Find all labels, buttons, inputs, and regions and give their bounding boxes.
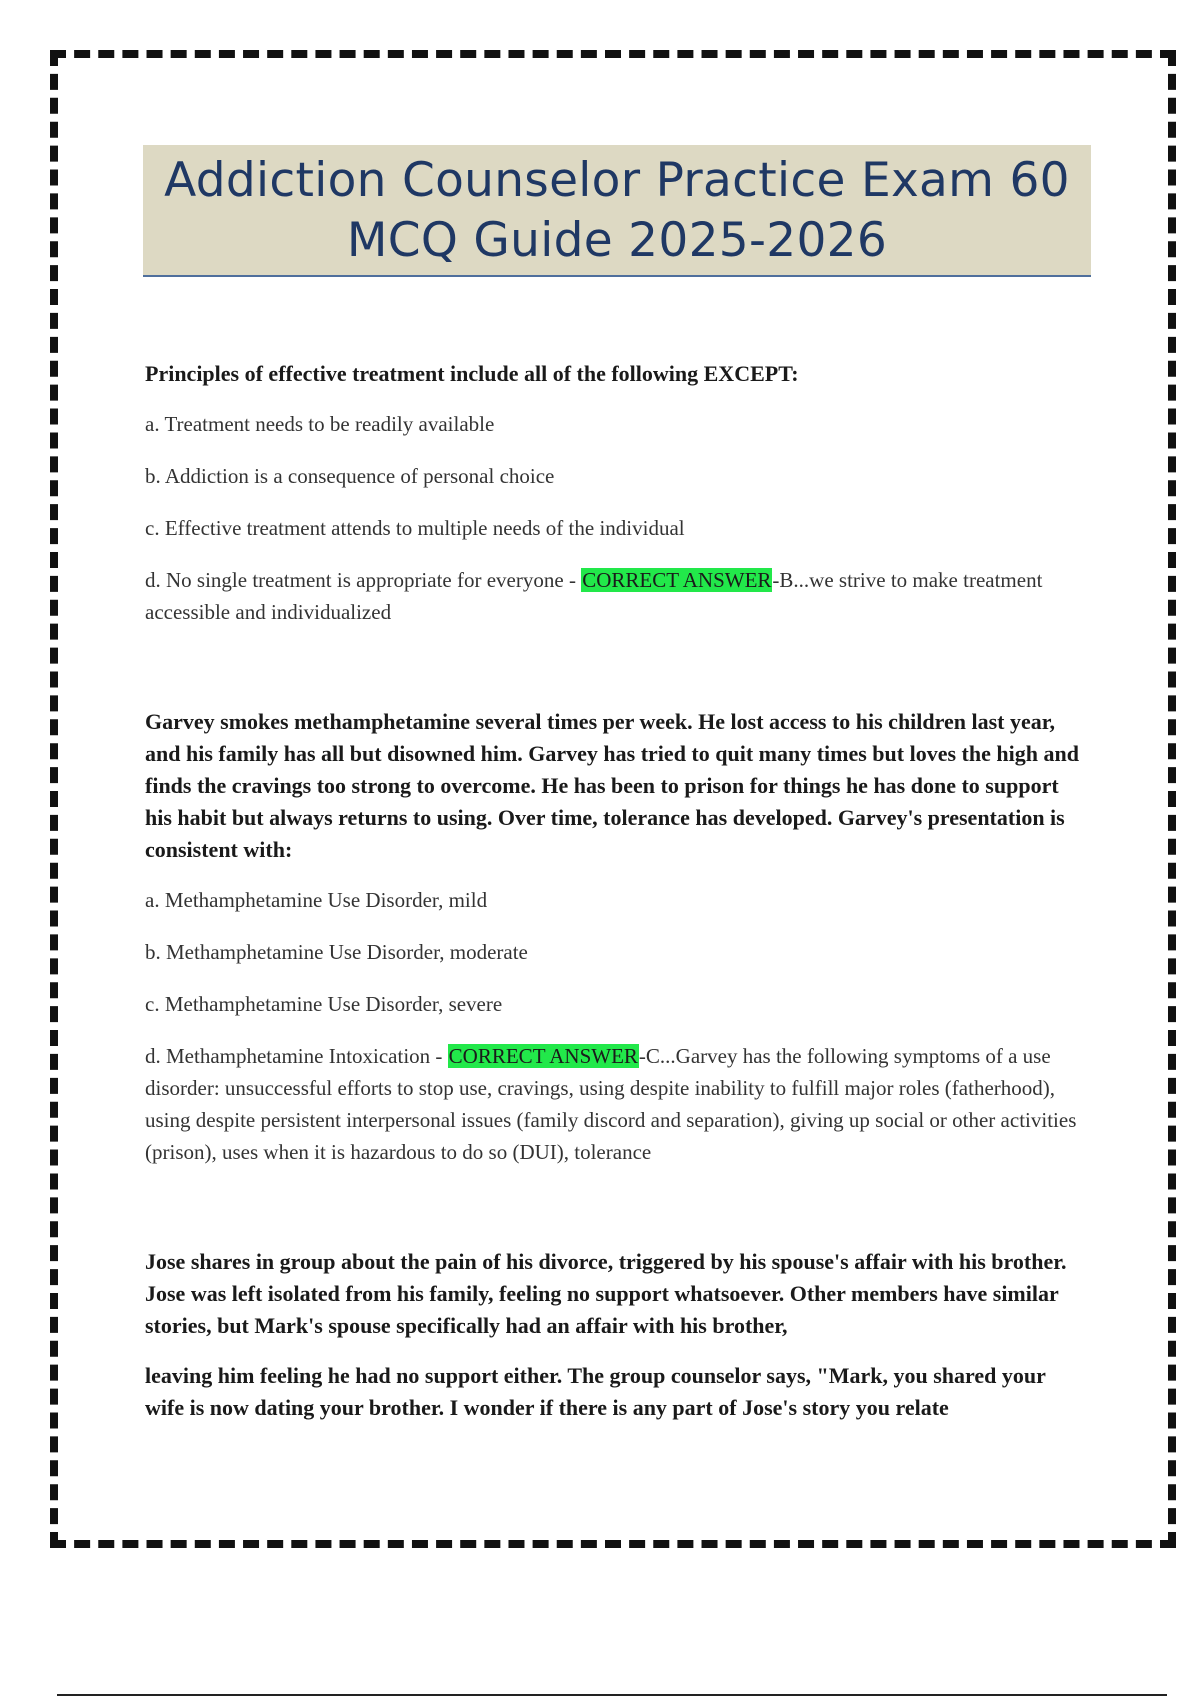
question-2 — [145, 706, 1090, 1168]
question-stem: Garvey smokes methamphetamine several times per week. He lost access to his children last year, and his family has all but disowned him. Garvey has tried to quit many times but loves the high and finds the cravings too strong to overcome. He has been to prison for things he has done to support his habit but always returns to using. Over time, tolerance has developed. Garvey's presentation is consistent with: — [145, 709, 1079, 862]
option-b: b. Methamphetamine Use Disorder, moderate — [145, 940, 528, 964]
question-3 — [145, 1246, 1090, 1424]
option-a: a. Methamphetamine Use Disorder, mild — [145, 888, 488, 912]
document-body — [145, 358, 1090, 1442]
question-stem: Principles of effective treatment include all of the following EXCEPT: — [145, 361, 799, 386]
option-d-with-answer — [145, 1040, 1090, 1168]
footer-divider — [57, 1694, 1167, 1696]
question-stem-part-1: Jose shares in group about the pain of his divorce, triggered by his spouse's affair with his brother. Jose was left isolated from his family, feeling no support whatsoever. Other members have similar stories, but Mark's spouse specifically had an affair with his brother, — [145, 1249, 1067, 1338]
option-c: c. Effective treatment attends to multiple needs of the individual — [145, 516, 685, 540]
question-1 — [145, 358, 1090, 628]
answer-explanation: -B...we strive to make treatment accessible and individualized — [145, 568, 1043, 624]
document-title-banner — [143, 145, 1091, 277]
document-title-line-1: Addiction Counselor Practice Exam 60 — [164, 153, 1070, 208]
option-a: a. Treatment needs to be readily available — [145, 412, 495, 436]
correct-answer-highlight: CORRECT ANSWER — [448, 1044, 638, 1068]
option-c: c. Methamphetamine Use Disorder, severe — [145, 992, 503, 1016]
correct-answer-highlight: CORRECT ANSWER — [582, 568, 772, 592]
answer-explanation: -C...Garvey has the following symptoms of a use disorder: unsuccessful efforts to stop use, cravings, using despite inability to fulfill major roles (fatherhood), using despite persistent interpersonal issues (family discord and separation), giving up social or other activities (prison), uses when it is hazardous to do so (DUI), tolerance — [145, 1044, 1077, 1164]
option-d: d. Methamphetamine Intoxication - — [145, 1044, 448, 1068]
option-b: b. Addiction is a consequence of personal choice — [145, 464, 555, 488]
question-stem-part-2: leaving him feeling he had no support either. The group counselor says, "Mark, you shared your wife is now dating your brother. I wonder if there is any part of Jose's story you relate — [145, 1363, 1046, 1420]
option-d-with-answer — [145, 564, 1090, 628]
document-title-line-2: MCQ Guide 2025-2026 — [346, 213, 888, 268]
option-d: d. No single treatment is appropriate for everyone - — [145, 568, 582, 592]
